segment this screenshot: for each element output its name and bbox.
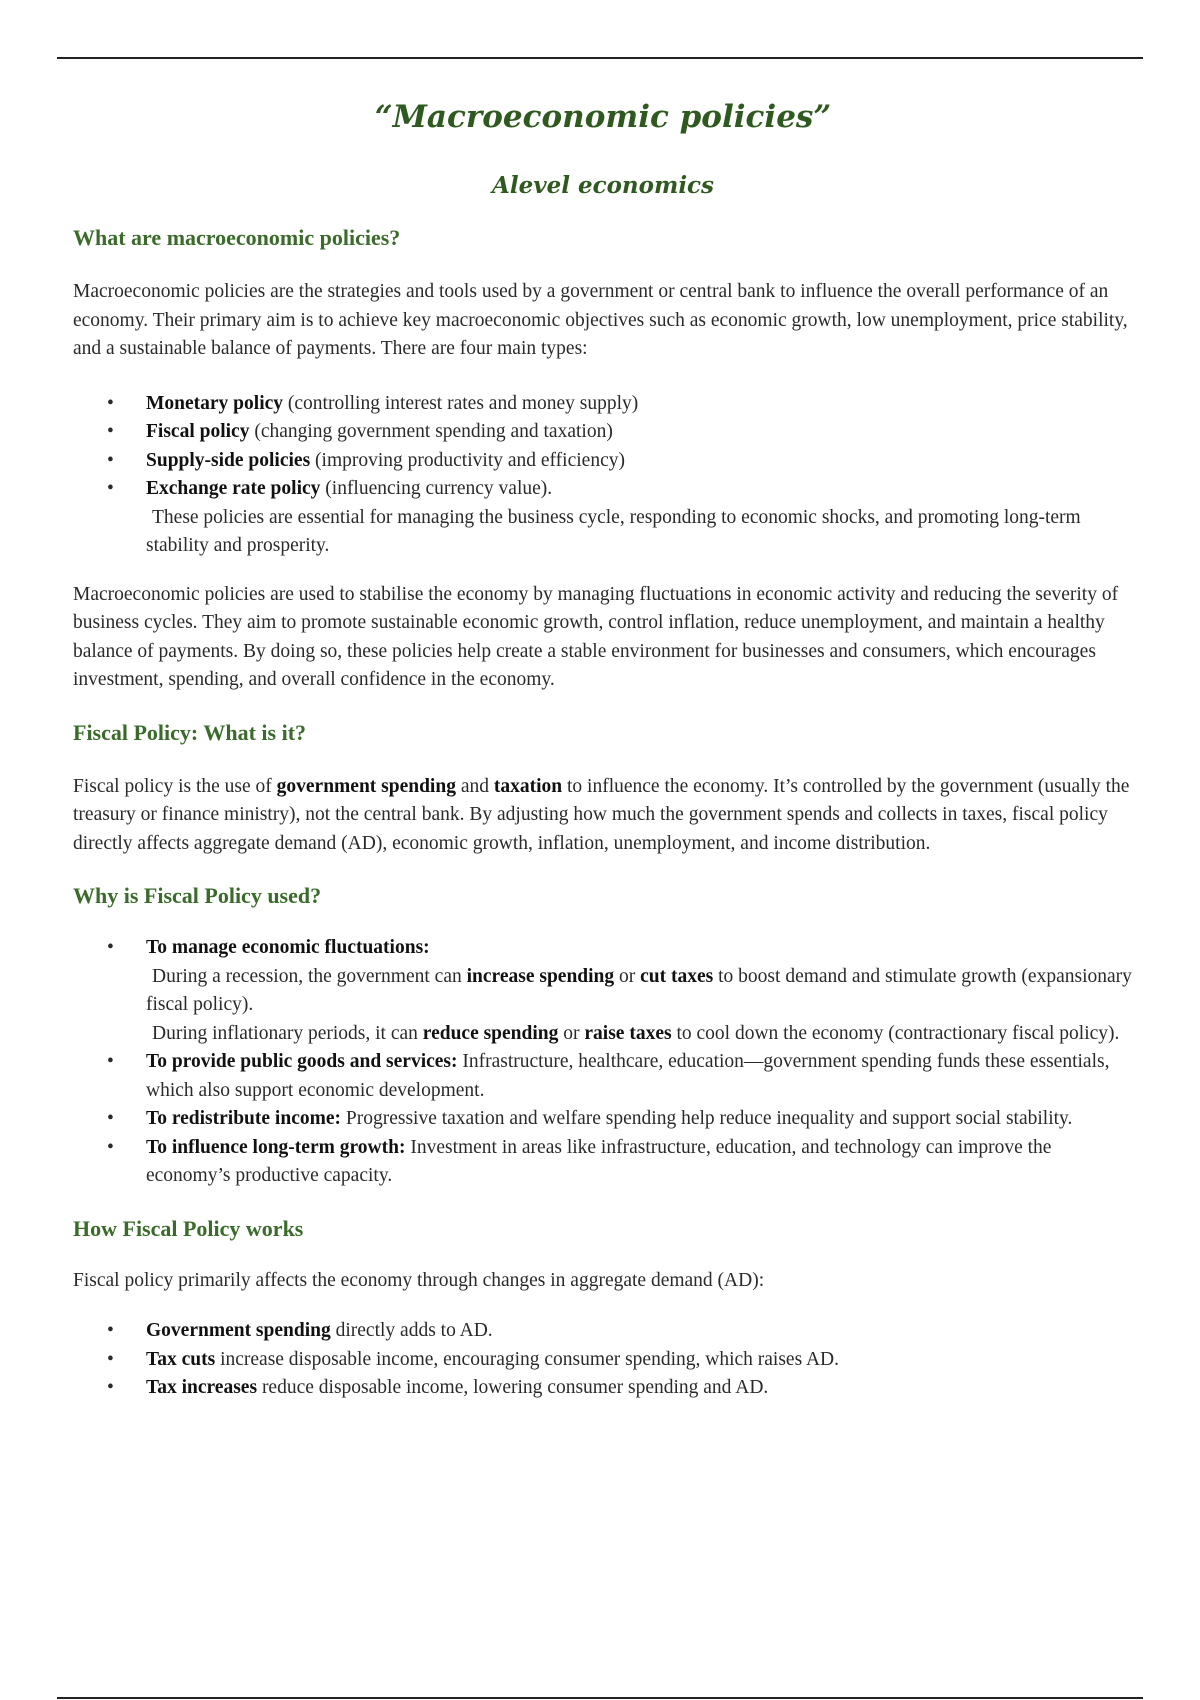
list-item-text: (controlling interest rates and money supply): [283, 392, 639, 414]
list-item-term: Monetary policy: [146, 392, 284, 414]
document-page: [73, 88, 1133, 1403]
bullet-icon: •: [107, 937, 114, 958]
how-fiscal-intro: Fiscal policy primarily affects the economy through changes in aggregate demand (AD):: [73, 1269, 765, 1291]
list-item: [73, 1346, 1133, 1375]
list-item-text: (changing government spending and taxation): [249, 421, 613, 442]
bullet-icon: •: [107, 478, 114, 499]
list-item: [73, 390, 1133, 419]
list-item: [73, 1374, 1133, 1403]
bullet-icon: •: [107, 1377, 114, 1398]
list-item-text: Progressive taxation and welfare spending help reduce inequality and support social stability.: [341, 1108, 1073, 1129]
bottom-rule: [57, 1697, 1143, 1699]
list-item: [73, 934, 1133, 1048]
list-item-text: (improving productivity and efficiency): [310, 449, 625, 471]
heading-what-are-policies: What are macroeconomic policies?: [73, 225, 401, 250]
list-item-term: Fiscal policy: [146, 421, 250, 442]
heading-how-fiscal-works: How Fiscal Policy works: [73, 1215, 304, 1241]
list-item-term: To manage economic fluctuations:: [146, 937, 430, 958]
list-item-text: directly adds to AD.: [330, 1320, 493, 1341]
list-item-continuation: These policies are essential for managing the business cycle, responding to economic shocks, and promoting long-term stability and prosperity.: [146, 506, 1081, 556]
fiscal-effects-list: [73, 1317, 1133, 1403]
list-item-term: Tax cuts: [146, 1348, 216, 1370]
list-item-text: Infrastructure, healthcare, education—government spending funds these essentials, which also support economic development.: [146, 1051, 1110, 1101]
intro-paragraph: Macroeconomic policies are the strategies and tools used by a government or central bank to influence the overall performance of an economy. Their primary aim is to achieve key macroeconomic objectives such as economic growth, low unemployment, price stability, and a sustainable balance of payments. There are four main types:: [73, 281, 1128, 359]
fiscal-policy-paragraph: Fiscal policy is the use of government spending and taxation to influence the economy. It’s controlled by the government (usually the treasury or finance ministry), not the central bank. By adjusting how much the government spends and collects in taxes, fiscal policy directly affects aggregate demand (AD), economic growth, inflation, unemployment, and income distribution.: [73, 775, 1130, 854]
bullet-icon: •: [107, 1348, 114, 1370]
bullet-icon: •: [107, 1136, 114, 1158]
list-item-term: Exchange rate policy: [146, 478, 321, 499]
list-item: [73, 475, 1133, 561]
list-item-text: increase disposable income, encouraging consumer spending, which raises AD.: [215, 1348, 840, 1370]
heading-why-fiscal-policy: Why is Fiscal Policy used?: [73, 883, 322, 908]
bullet-icon: •: [107, 1108, 114, 1129]
list-item: [73, 447, 1133, 476]
top-rule: [57, 57, 1143, 59]
bullet-icon: •: [107, 1051, 114, 1072]
document-title: “Macroeconomic policies”: [374, 99, 832, 135]
list-item-term: To influence long-term growth:: [146, 1136, 406, 1158]
list-item: [73, 418, 1133, 447]
list-item: [73, 1105, 1133, 1134]
list-item-term: Tax increases: [146, 1377, 258, 1398]
bullet-icon: •: [107, 392, 114, 414]
list-item-term: To redistribute income:: [146, 1108, 341, 1129]
list-item: [73, 1317, 1133, 1346]
list-item-text: Investment in areas like infrastructure, education, and technology can improve the economy’s productive capacity.: [146, 1136, 1052, 1186]
list-item: [73, 1134, 1133, 1191]
list-item-text: reduce disposable income, lowering consumer spending and AD.: [257, 1377, 769, 1398]
list-item-term: To provide public goods and services:: [146, 1051, 458, 1072]
list-item-term: Government spending: [146, 1320, 331, 1341]
list-item-text: (influencing currency value).: [320, 478, 553, 499]
list-item: [73, 1048, 1133, 1105]
bullet-icon: •: [107, 421, 114, 442]
fiscal-reasons-list: [73, 934, 1133, 1191]
document-subtitle: Alevel economics: [491, 172, 715, 199]
list-item-term: Supply-side policies: [146, 449, 311, 471]
stabilise-paragraph: Macroeconomic policies are used to stabilise the economy by managing fluctuations in economic activity and reducing the severity of business cycles. They aim to promote sustainable economic growth, control inflation, reduce unemployment, and maintain a healthy balance of payments. By doing so, these policies help create a stable environment for businesses and consumers, which encourages investment, spending, and overall confidence in the economy.: [73, 583, 1119, 690]
policy-types-list: [73, 390, 1133, 561]
list-item-continuation: During a recession, the government can increase spending or cut taxes to boost demand and stimulate growth (expansionary fiscal policy).: [146, 965, 1132, 1015]
bullet-icon: •: [107, 1320, 114, 1341]
list-item-continuation: During inflationary periods, it can reduce spending or raise taxes to cool down the economy (contractionary fiscal policy).: [152, 1022, 1120, 1044]
bullet-icon: •: [107, 449, 114, 471]
heading-fiscal-policy-what: Fiscal Policy: What is it?: [73, 719, 307, 745]
